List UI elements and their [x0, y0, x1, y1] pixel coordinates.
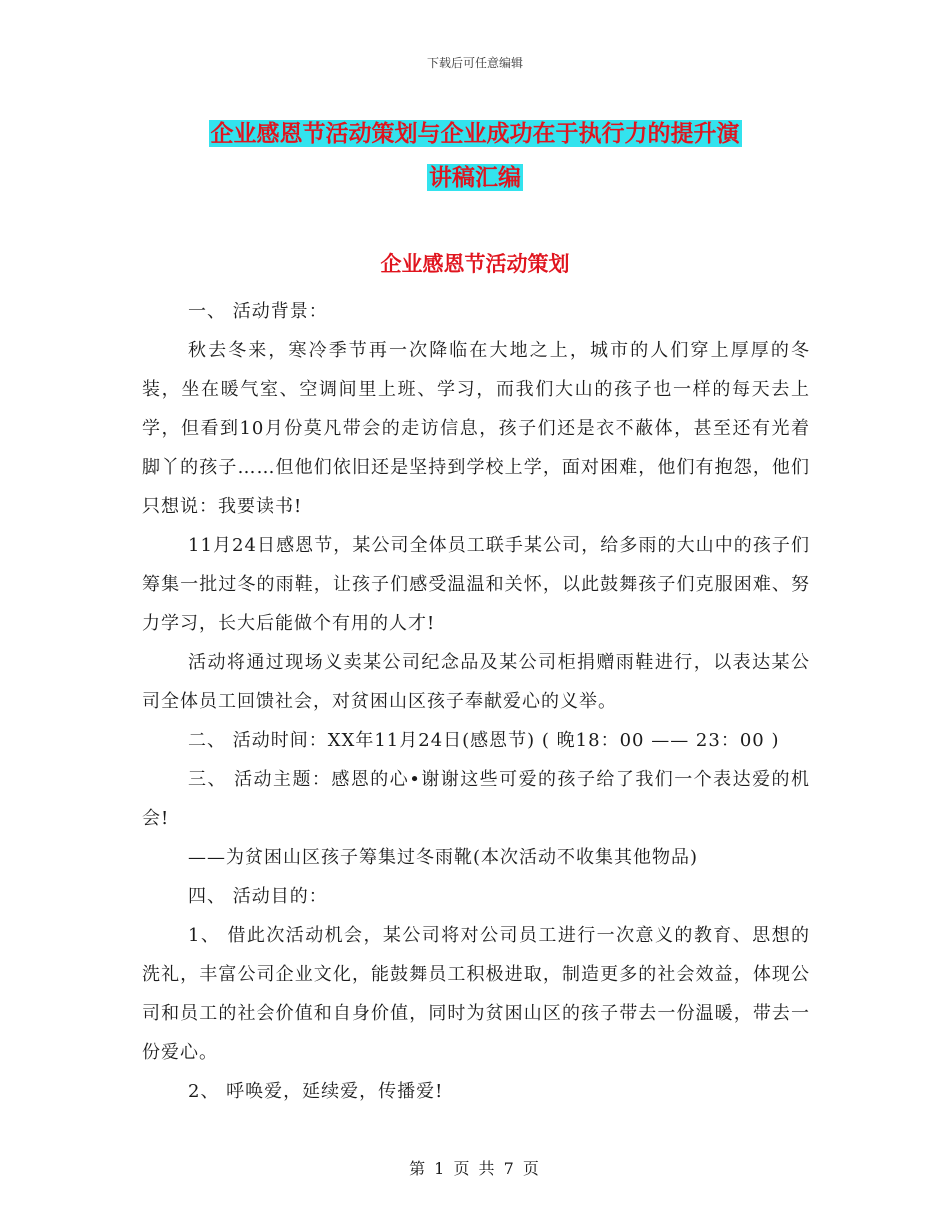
- heading-background: 一、 活动背景：: [188, 301, 328, 322]
- document-title-line-2: 讲稿汇编: [429, 164, 521, 191]
- section-title: 企业感恩节活动策划: [380, 251, 570, 276]
- page-footer: 第 1 页 共 7 页: [409, 1159, 541, 1178]
- heading-activity-purpose: 四、 活动目的：: [188, 886, 328, 907]
- document-body: [142, 292, 810, 1111]
- paragraph-theme-subtitle: ——为贫困山区孩子筹集过冬雨靴(本次活动不收集其他物品): [188, 847, 699, 868]
- paragraph-activity-theme: 三、 活动主题：感恩的心•谢谢这些可爱的孩子给了我们一个表达爱的机会!: [142, 769, 810, 829]
- document-title: [150, 112, 800, 200]
- paragraph-activity-time: 二、 活动时间：XX年11月24日(感恩节) ( 晚18：00 —— 23：00 ): [188, 730, 780, 751]
- paragraph-background-1: 秋去冬来，寒冷季节再一次降临在大地之上，城市的人们穿上厚厚的冬装，坐在暖气室、空调间里上班、学习，而我们大山的孩子也一样的每天去上学，但看到10月份莫凡带会的走访信息，孩子们还是衣不蔽体，甚至还有光着脚丫的孩子……但他们依旧还是坚持到学校上学，面对困难，他们有抱怨，他们只想说：我要读书!: [142, 340, 810, 517]
- paragraph-background-3: 活动将通过现场义卖某公司纪念品及某公司柜捐赠雨鞋进行，以表达某公司全体员工回馈社会，对贫困山区孩子奉献爱心的义举。: [142, 652, 810, 712]
- page-header-note: 下载后可任意编辑: [426, 56, 523, 70]
- paragraph-purpose-2: 2、 呼唤爱，延续爱，传播爱!: [188, 1081, 444, 1102]
- document-title-line-1: 企业感恩节活动策划与企业成功在于执行力的提升演: [210, 120, 740, 147]
- paragraph-purpose-1: 1、 借此次活动机会，某公司将对公司员工进行一次意义的教育、思想的洗礼，丰富公司企业文化，能鼓舞员工积极进取，制造更多的社会效益，体现公司和员工的社会价值和自身价值，同时为贫困山区的孩子带去一份温暖，带去一份爱心。: [142, 925, 810, 1063]
- paragraph-background-2: 11月24日感恩节，某公司全体员工联手某公司，给多雨的大山中的孩子们筹集一批过冬的雨鞋，让孩子们感受温温和关怀，以此鼓舞孩子们克服困难、努力学习，长大后能做个有用的人才!: [142, 535, 810, 634]
